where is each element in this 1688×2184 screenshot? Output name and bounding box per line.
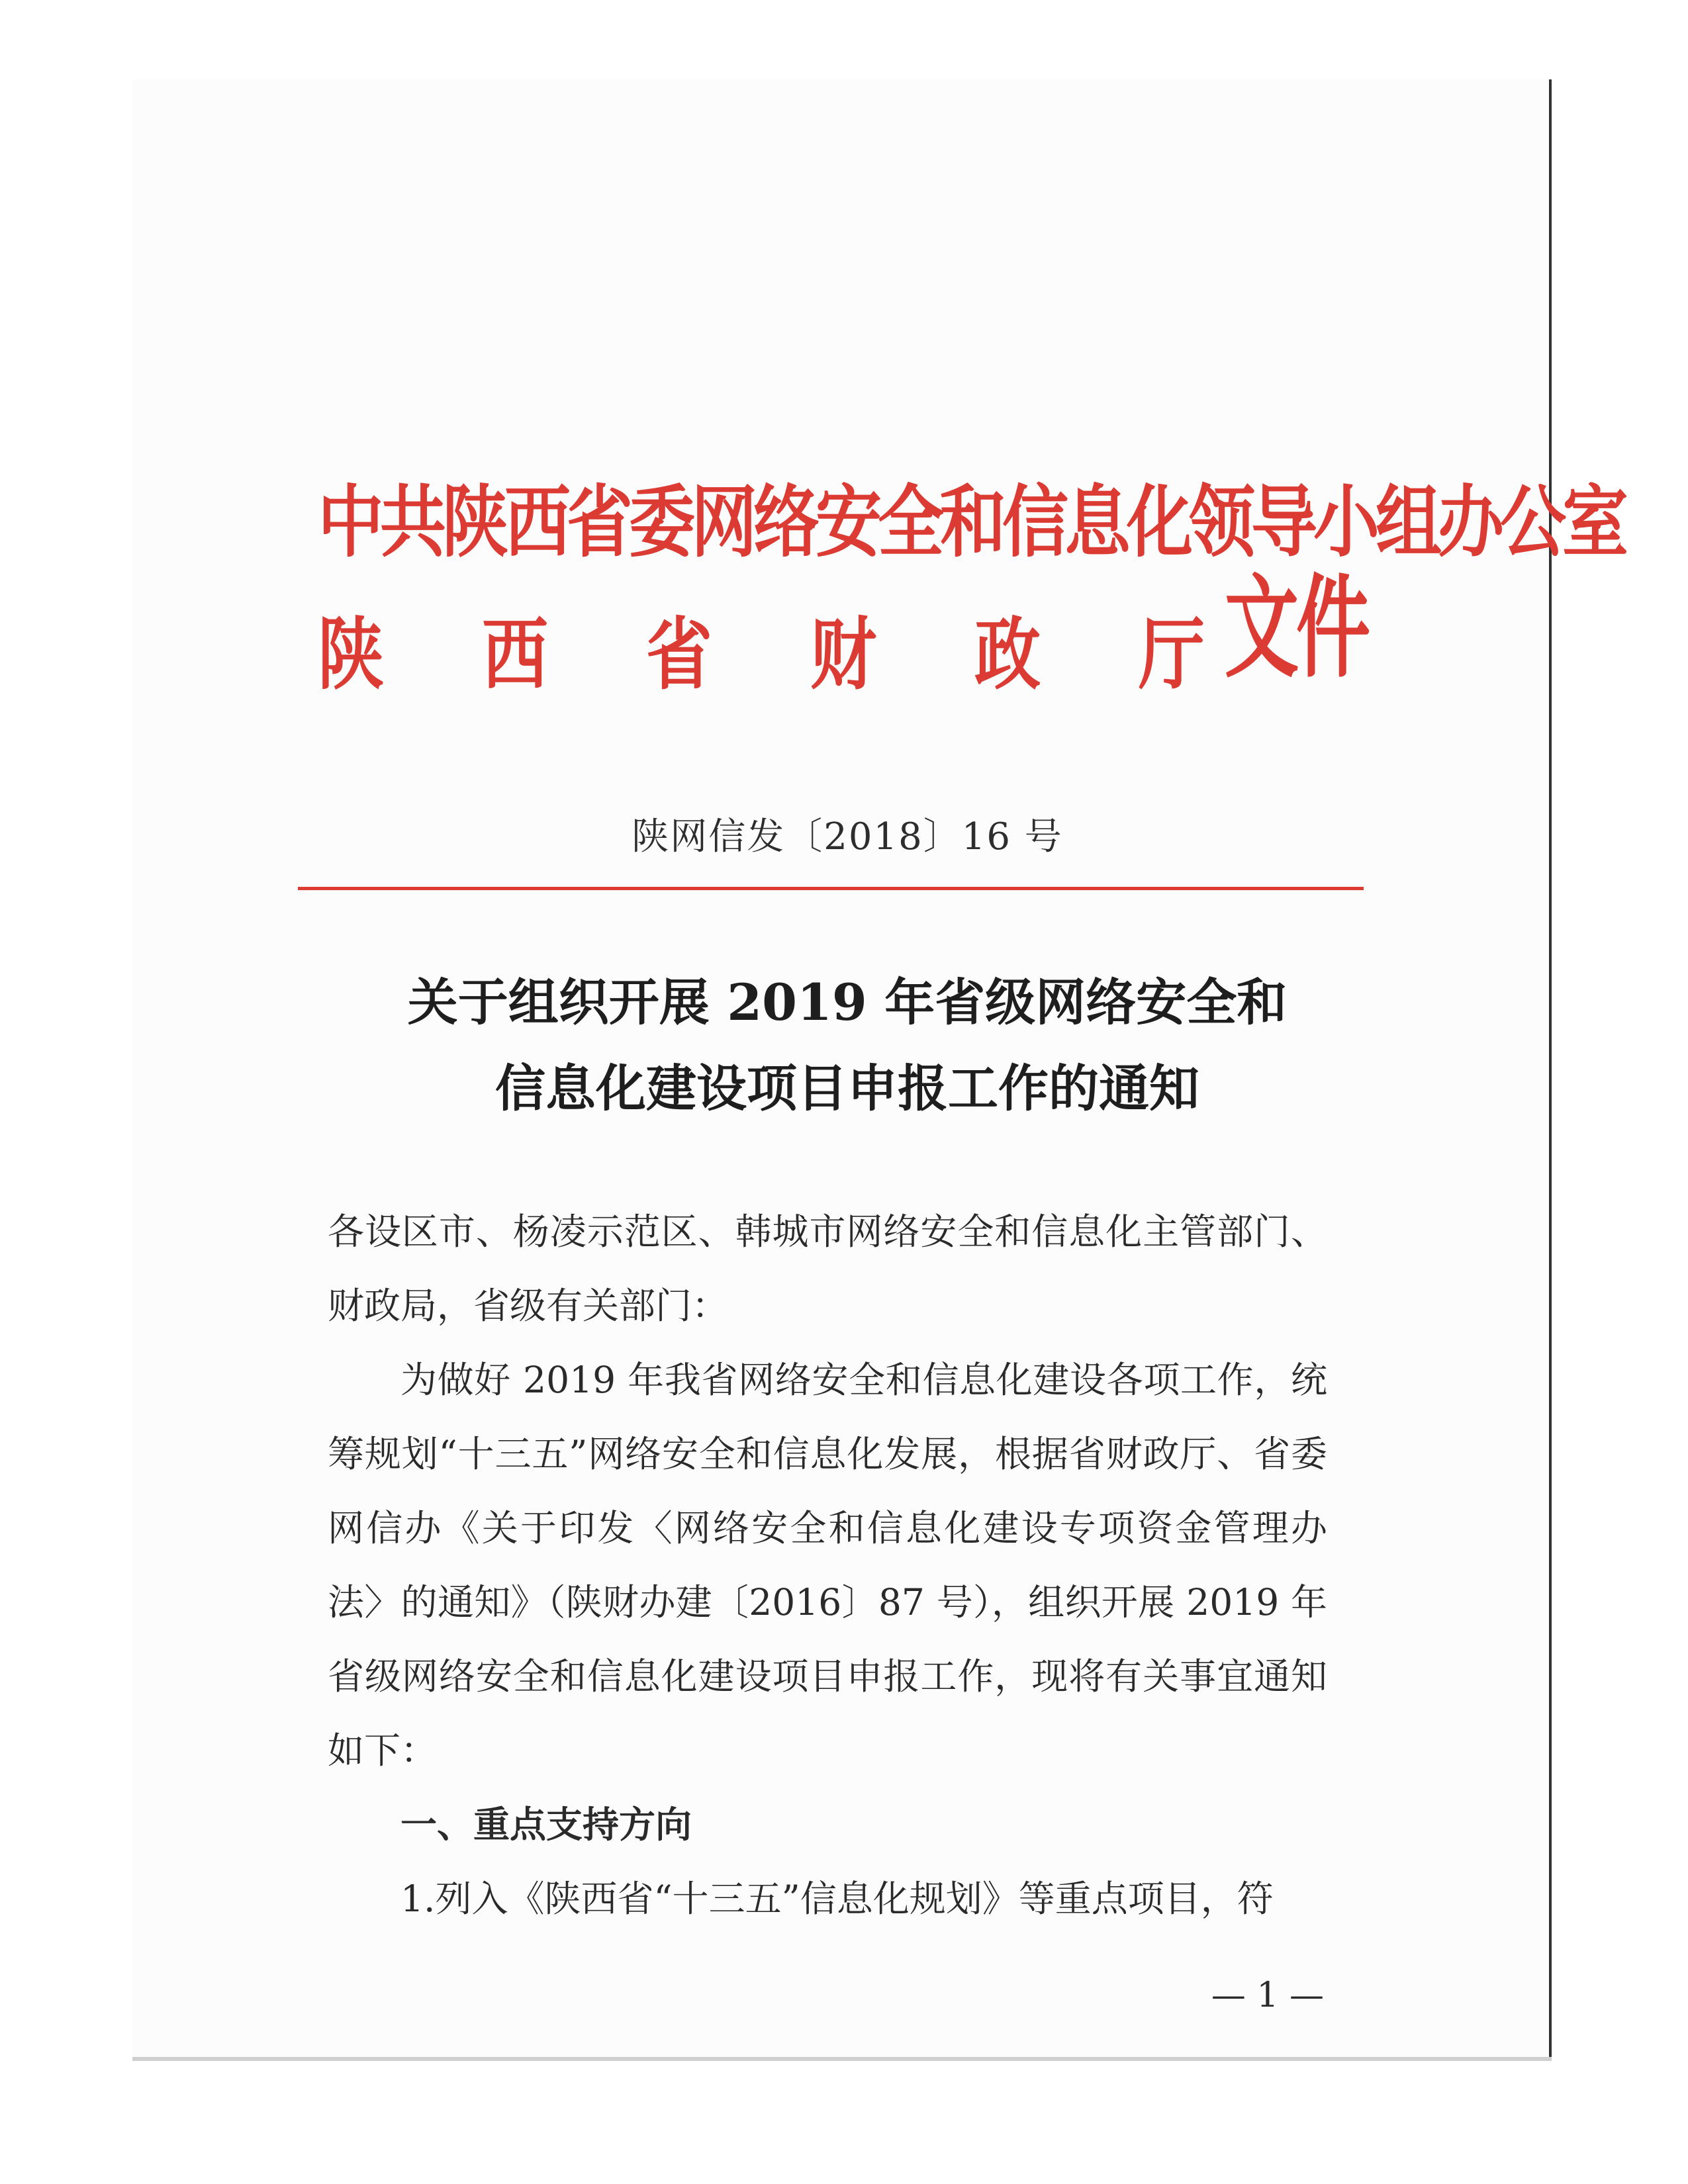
document-body [328,1195,1327,1936]
document-title [298,960,1397,1132]
section-heading: 一、重点支持方向 [400,1803,692,1846]
issuer-char: 财 [810,608,876,701]
issuer-char: 陕 [318,608,384,701]
title-line-1: 关于组织开展 2019 年省级网络安全和 [407,973,1288,1032]
issuer-line-party-office: 中共陕西省委网络安全和信息化领导小组办公室 [318,475,1624,569]
issuer-line-finance-department [318,596,1205,713]
list-item: 1.列入《陕西省“十三五”信息化规划》等重点项目，符 [400,1878,1274,1920]
body-paragraph: 为做好 2019 年我省网络安全和信息化建设各项工作，统筹规划“十三五”网络安全和信息化发展，根据省财政厅、省委网信办《关于印发〈网络安全和信息化建设专项资金管理办法〉的通知》（陕财办建〔2016〕87 号），组织开展 2019 年省级网络安全和信息化建设项目申报工作，现将有关事宜通知如下： [328,1359,1327,1772]
document-label: 文件 [1225,563,1368,694]
issuer-char: 政 [974,608,1041,701]
issuer-char: 厅 [1139,608,1205,701]
issuer-char: 西 [482,608,548,701]
header-divider [298,887,1364,890]
issuer-char: 省 [646,608,712,701]
document-header [318,463,1624,702]
page-edge-shadow [132,2057,1552,2061]
title-line-2: 信息化建设项目申报工作的通知 [495,1059,1199,1118]
recipients: 各设区市、杨凌示范区、韩城市网络安全和信息化主管部门、财政局，省级有关部门： [328,1210,1327,1327]
document-number: 陕网信发〔2018〕16 号 [632,815,1063,858]
page-number: — 1 — [1211,1976,1324,2015]
